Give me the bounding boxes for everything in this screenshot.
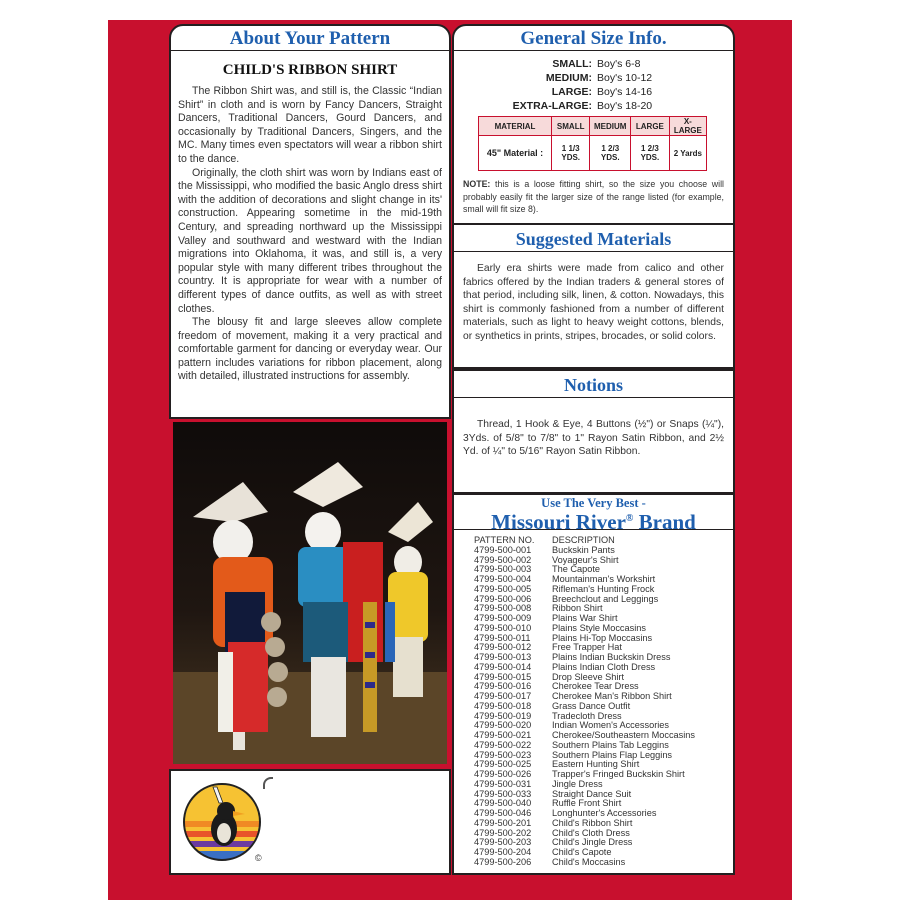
notions-text — [454, 398, 733, 459]
pattern-description: Rifleman's Hunting Frock — [552, 583, 655, 594]
size-value: Boy's 6-8 — [597, 58, 641, 70]
note-text: this is a loose fitting shirt, so the size you choose will probably easily fit the larger size of the range listed (for example, small will fit size 8). — [463, 179, 724, 214]
pattern-list-panel — [452, 530, 735, 875]
size-list — [454, 57, 733, 113]
about-heading: About Your Pattern — [229, 28, 391, 49]
material-table-row — [479, 136, 707, 171]
pattern-description: Plains Indian Cloth Dress — [552, 661, 656, 672]
pattern-no-header: PATTERN NO. — [474, 535, 535, 545]
pattern-description: Jingle Dress — [552, 778, 603, 789]
pattern-description: Ruffle Front Shirt — [552, 798, 622, 809]
table-cell: 45" Material : — [479, 136, 552, 171]
pattern-description: Child's Cloth Dress — [552, 827, 630, 838]
materials-text — [454, 252, 733, 344]
pattern-number: 4799-500-026 — [474, 769, 532, 779]
about-paragraph: The Ribbon Shirt was, and still is, the Classic “Indian Shirt” in cloth and is worn by Fancy Dancers, Straight Dancers, Traditional Dancers, Gourd Dancers, and occasionally by Traditional Dancers, Singers, and the MC. Many times even spectators will wear a ribbon shirt to the dance. — [178, 85, 442, 165]
pattern-number: 4799-500-002 — [474, 554, 532, 565]
brand-name-text: Missouri River — [491, 510, 626, 531]
materials-paragraph: Early era shirts were made from calico and other fabrics offered by the Indian traders & general stores of that period, including silk, linen, & cotton. Nowadays, this shirt is commonly fashioned from a number of different materials, such as light to heavy weight cottons, blends, or synthetics in prints, stripes, brocades, or solid colors. — [463, 263, 724, 342]
size-label: SMALL: — [552, 58, 592, 70]
size-row — [454, 99, 733, 113]
logo-panel — [169, 769, 451, 875]
pattern-number: 4799-500-203 — [474, 837, 532, 848]
notions-heading-box — [452, 369, 735, 399]
pattern-number: 4799-500-022 — [474, 739, 532, 750]
table-cell: 2 Yards — [669, 136, 706, 171]
dancers-photo — [173, 422, 447, 764]
table-cell: 1 1/3 YDS. — [552, 136, 590, 171]
pattern-description: Mountainman's Workshirt — [552, 574, 656, 584]
pattern-number: 4799-500-206 — [474, 856, 532, 867]
size-row — [454, 57, 733, 71]
pattern-description: Indian Women's Accessories — [552, 720, 669, 731]
pattern-description: Drop Sleeve Shirt — [552, 671, 625, 682]
pattern-description: Straight Dance Suit — [552, 788, 632, 799]
pattern-description: Cherokee Man's Ribbon Shirt — [552, 691, 672, 701]
size-label: EXTRA-LARGE: — [512, 100, 592, 112]
pattern-number: 4799-500-025 — [474, 759, 532, 770]
table-header-cell: SMALL — [552, 117, 590, 136]
pattern-description: Tradecloth Dress — [552, 710, 622, 721]
pattern-description: Breechclout and Leggings — [552, 593, 659, 604]
pattern-description: Free Trapper Hat — [552, 642, 622, 653]
pattern-number: 4799-500-018 — [474, 700, 532, 711]
table-cell: 1 2/3 YDS. — [631, 136, 670, 171]
pattern-description: Plains Style Moccasins — [552, 622, 646, 633]
pattern-description: Grass Dance Outfit — [552, 700, 631, 711]
pattern-description: Voyageur's Shirt — [552, 554, 619, 565]
pattern-description: Child's Capote — [552, 847, 612, 857]
pattern-description: The Capote — [552, 564, 601, 575]
registered-mark: ® — [625, 513, 634, 524]
pattern-description: Buckskin Pants — [552, 544, 615, 555]
pattern-description: Cherokee Tear Dress — [552, 681, 639, 692]
panel-corner-mark — [263, 777, 273, 789]
notions-panel — [452, 398, 735, 494]
material-table-header — [479, 117, 707, 136]
pattern-number: 4799-500-004 — [474, 574, 532, 584]
pattern-description: Child's Moccasins — [552, 856, 626, 867]
table-header-cell: LARGE — [631, 117, 670, 136]
description-header: DESCRIPTION — [552, 535, 615, 545]
pattern-number: 4799-500-017 — [474, 691, 532, 701]
pattern-number: 4799-500-204 — [474, 847, 532, 857]
table-header-cell: X-LARGE — [669, 117, 706, 136]
table-cell: 1 2/3 YDS. — [590, 136, 631, 171]
pattern-list — [454, 530, 733, 868]
pattern-number: 4799-500-202 — [474, 827, 532, 838]
brand-heading-box — [452, 493, 735, 531]
size-panel — [452, 51, 735, 226]
pattern-description: Trapper's Fringed Buckskin Shirt — [552, 769, 685, 779]
materials-heading: Suggested Materials — [515, 229, 672, 249]
about-paragraph: Originally, the cloth shirt was worn by Indians east of the Mississippi, who modified the basic Anglo dress shirt with the addition of decorations and slight change in its' construction. Appearing sometime in the mid-19th Century, and spreading northward up the Mississippi Valley and southward and westward with the Indian migrations into Oklahoma, it was, and still is, a very popular style with many different tribes throughout the country. It is appropriate for wear with a number of different types of dance outfits, as well as with street clothes. — [178, 166, 442, 315]
pattern-description: Plains Indian Buckskin Dress — [552, 652, 671, 662]
pattern-number: 4799-500-046 — [474, 808, 532, 818]
pattern-number: 4799-500-011 — [474, 632, 531, 643]
pattern-description: Southern Plains Tab Leggins — [552, 739, 669, 750]
size-row — [454, 85, 733, 99]
pattern-description: Southern Plains Flap Leggins — [552, 749, 673, 760]
about-heading-box — [169, 24, 451, 52]
pattern-number: 4799-500-012 — [474, 642, 532, 653]
about-text — [171, 79, 449, 384]
brand-tagline: Use The Very Best - — [541, 496, 646, 510]
brand-name — [454, 509, 733, 531]
brand-suffix: Brand — [633, 510, 696, 531]
pattern-number: 4799-500-010 — [474, 622, 532, 633]
pattern-number: 4799-500-201 — [474, 817, 532, 828]
size-label: MEDIUM: — [545, 72, 592, 84]
pattern-number: 4799-500-003 — [474, 564, 532, 575]
table-header-cell: MATERIAL — [479, 117, 552, 136]
size-label: LARGE: — [551, 86, 592, 98]
pattern-number: 4799-500-005 — [474, 583, 532, 594]
pattern-number: 4799-500-019 — [474, 710, 532, 721]
material-table — [478, 116, 707, 171]
pattern-description: Child's Ribbon Shirt — [552, 817, 633, 828]
size-value: Boy's 18-20 — [597, 100, 653, 112]
pattern-description: Longhunter's Accessories — [552, 808, 657, 818]
about-paragraph: The blousy fit and large sleeves allow complete freedom of movement, making it a very practical and comfortable garment for dancing or everyday wear. Our pattern includes variations for ribbon placement, along with detailed, illustrated instructions for assembly. — [178, 316, 442, 383]
copyright-mark: © — [255, 853, 262, 863]
pattern-list-item — [474, 858, 733, 868]
pattern-number: 4799-500-001 — [474, 544, 532, 555]
pattern-description: Child's Jingle Dress — [552, 837, 633, 848]
pattern-number: 4799-500-015 — [474, 671, 532, 682]
pattern-description: Eastern Hunting Shirt — [552, 759, 640, 770]
pattern-number: 4799-500-014 — [474, 661, 532, 672]
notions-heading: Notions — [563, 375, 623, 395]
pattern-number: 4799-500-006 — [474, 593, 532, 604]
size-heading-box — [452, 24, 735, 52]
pattern-title: CHILD'S RIBBON SHIRT — [222, 62, 398, 78]
pattern-number: 4799-500-008 — [474, 603, 532, 614]
brand-logo-icon — [181, 781, 263, 863]
note-label: NOTE: — [463, 179, 491, 189]
about-panel — [169, 51, 451, 419]
size-heading: General Size Info. — [520, 28, 667, 49]
size-value: Boy's 14-16 — [597, 86, 653, 98]
notions-paragraph: Thread, 1 Hook & Eye, 4 Buttons (½") or Snaps (¼"), 3Yds. of 5/8" to 7/8" to 1" Rayon Satin Ribbon, and 2½ Yd. of ¼" to 5/16" Rayon Satin Ribbon. — [463, 419, 724, 458]
pattern-description: Cherokee/Southeastern Moccasins — [552, 730, 695, 740]
pattern-description: Plains War Shirt — [552, 613, 618, 623]
size-row — [454, 71, 733, 85]
size-note — [463, 178, 724, 216]
pattern-number: 4799-500-021 — [474, 730, 532, 740]
pattern-number: 4799-500-013 — [474, 652, 532, 662]
materials-panel — [452, 252, 735, 369]
pattern-description: Plains Hi-Top Moccasins — [552, 632, 653, 643]
pattern-number: 4799-500-023 — [474, 749, 532, 760]
pattern-number: 4799-500-009 — [474, 613, 532, 623]
pattern-number: 4799-500-040 — [474, 798, 532, 809]
materials-heading-box — [452, 223, 735, 253]
pattern-number: 4799-500-016 — [474, 681, 532, 692]
pattern-number: 4799-500-033 — [474, 788, 532, 799]
size-value: Boy's 10-12 — [597, 72, 653, 84]
pattern-number: 4799-500-020 — [474, 720, 532, 731]
pattern-number: 4799-500-031 — [474, 778, 532, 789]
table-header-cell: MEDIUM — [590, 117, 631, 136]
dancers-photo-illustration — [173, 422, 447, 764]
pattern-description: Ribbon Shirt — [552, 603, 603, 614]
